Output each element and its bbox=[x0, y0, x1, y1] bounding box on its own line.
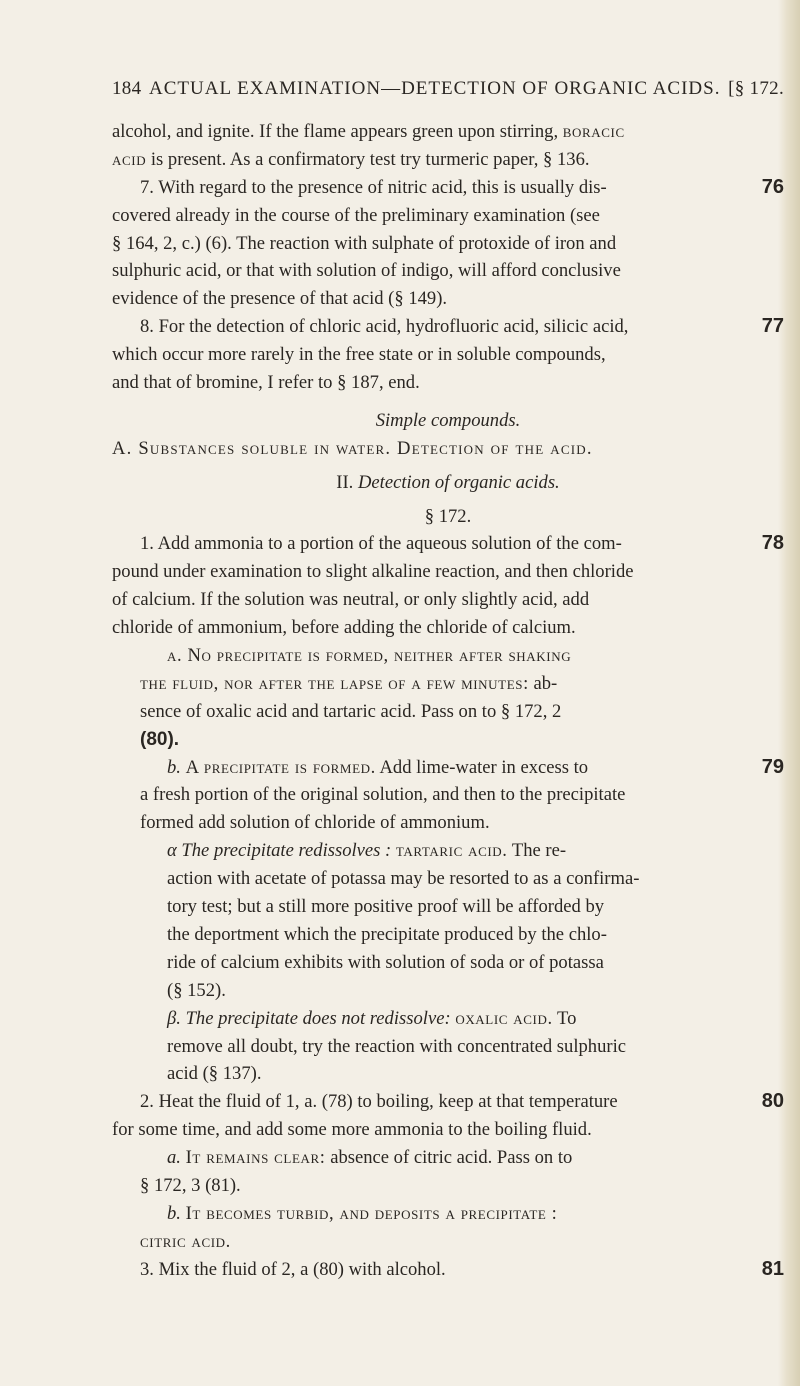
book-page bbox=[112, 78, 784, 1284]
text-line: a fresh portion of the original solution, and then to the precipitate bbox=[140, 784, 626, 806]
text-line: α The precipitate redissolves : tartaric acid. The re- bbox=[167, 840, 567, 862]
text-line: (§ 152). bbox=[167, 979, 226, 1001]
text-line: § 172, 3 (81). bbox=[140, 1174, 241, 1196]
body-text bbox=[112, 118, 784, 1284]
text-line: 7. With regard to the presence of nitric acid, this is usually dis- 76 bbox=[112, 174, 784, 202]
text-line: b. A precipitate is formed. Add lime-water in excess to 79 bbox=[112, 754, 784, 782]
text-line: sulphuric acid, or that with solution of indigo, will afford conclusive bbox=[112, 260, 621, 282]
subheading-simple-compounds: Simple compounds. bbox=[375, 409, 521, 431]
text-line: acid is present. As a confirmatory test try turmeric paper, § 136. bbox=[112, 148, 590, 170]
text-line: b. It becomes turbid, and deposits a precipitate : bbox=[167, 1202, 558, 1224]
text-line: 2. Heat the fluid of 1, a. (78) to boiling, keep at that temperature 80 bbox=[112, 1088, 784, 1116]
text-line: acid (§ 137). bbox=[167, 1063, 262, 1085]
header-section: [§ 172. bbox=[728, 78, 784, 99]
text-line: formed add solution of chloride of ammonium. bbox=[140, 812, 490, 834]
text-line: evidence of the presence of that acid (§ 149). bbox=[112, 288, 448, 310]
text-line: the fluid, nor after the lapse of a few minutes: ab- bbox=[140, 672, 558, 694]
text-line: citric acid. bbox=[140, 1230, 231, 1252]
margin-number: 78 bbox=[761, 532, 784, 555]
margin-number: 81 bbox=[761, 1257, 784, 1280]
text-line: a. No precipitate is formed, neither after shaking bbox=[167, 645, 572, 667]
text-line: action with acetate of potassa may be resorted to as a confirma- bbox=[167, 868, 640, 890]
margin-number: 79 bbox=[761, 755, 784, 778]
text-line: 8. For the detection of chloric acid, hydrofluoric acid, silicic acid, 77 bbox=[112, 313, 784, 341]
text-line: (80). bbox=[140, 728, 180, 750]
text-line: 3. Mix the fluid of 2, a (80) with alcohol. 81 bbox=[112, 1256, 784, 1284]
text-line: the deportment which the precipitate produced by the chlo- bbox=[167, 923, 607, 945]
margin-number: 80 bbox=[761, 1090, 784, 1113]
text-line: tory test; but a still more positive proof will be afforded by bbox=[167, 896, 605, 918]
text-line: chloride of ammonium, before adding the chloride of calcium. bbox=[112, 617, 576, 639]
text-line: covered already in the course of the preliminary examination (see bbox=[112, 204, 600, 226]
running-title: ACTUAL EXAMINATION—DETECTION OF ORGANIC ACIDS. bbox=[149, 78, 721, 99]
heading-ii: II. Detection of organic acids. bbox=[336, 471, 560, 493]
text-line: sence of oxalic acid and tartaric acid. Pass on to § 172, 2 bbox=[140, 700, 562, 722]
text-line: remove all doubt, try the reaction with concentrated sulphuric bbox=[167, 1035, 627, 1057]
text-line: 1. Add ammonia to a portion of the aqueous solution of the com- 78 bbox=[112, 530, 784, 558]
running-header bbox=[112, 78, 784, 104]
text-line: § 164, 2, c.) (6). The reaction with sulphate of protoxide of iron and bbox=[112, 232, 617, 254]
text-line: and that of bromine, I refer to § 187, end. bbox=[112, 372, 420, 394]
text-line: ride of calcium exhibits with solution of soda or of potassa bbox=[167, 951, 604, 973]
section-heading: § 172. bbox=[424, 505, 472, 527]
text-line: β. The precipitate does not redissolve: oxalic acid. To bbox=[167, 1007, 577, 1029]
text-line: of calcium. If the solution was neutral, or only slightly acid, add bbox=[112, 589, 590, 611]
text-line: alcohol, and ignite. If the flame appears green upon stirring, boracic bbox=[112, 121, 625, 142]
margin-number: 76 bbox=[761, 175, 784, 198]
margin-number: 77 bbox=[761, 315, 784, 338]
heading-a: A. Substances soluble in water. Detection of the acid. bbox=[112, 437, 593, 459]
text-line: which occur more rarely in the free state or in soluble compounds, bbox=[112, 344, 606, 366]
text-line: for some time, and add some more ammonia to the boiling fluid. bbox=[112, 1119, 592, 1141]
text-line: a. It remains clear: absence of citric acid. Pass on to bbox=[167, 1147, 573, 1169]
text-line: pound under examination to slight alkaline reaction, and then chloride bbox=[112, 561, 634, 583]
page-number: 184 bbox=[112, 78, 142, 99]
